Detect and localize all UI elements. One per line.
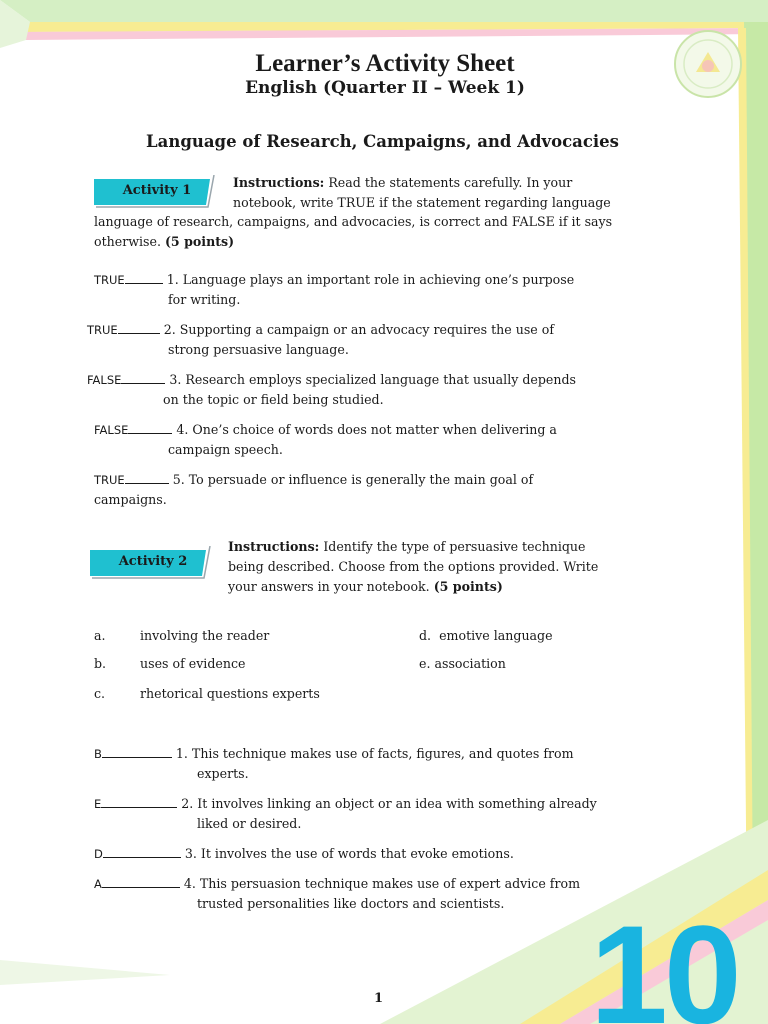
- activity-2-item-3: [94, 844, 514, 864]
- activity-2-instructions-line3: [228, 577, 503, 597]
- section-title: Language of Research, Campaigns, and Advocacies: [146, 132, 619, 151]
- answer-value: FALSE: [87, 373, 122, 387]
- page-title: Learner’s Activity Sheet: [255, 50, 515, 77]
- option-a: [94, 626, 106, 646]
- activity-2-item-4-cont: trusted personalities like doctors and scientists.: [197, 896, 505, 911]
- option-d: [419, 626, 553, 646]
- points-label: (5 points): [433, 579, 503, 594]
- answer-value: TRUE: [94, 473, 125, 487]
- answer-value: A: [94, 877, 102, 891]
- item-text: 3. Research employs specialized language that usually depends: [165, 372, 577, 387]
- instructions-label: Instructions:: [233, 175, 325, 190]
- activity-1-item-4: [94, 420, 557, 440]
- option-letter: e.: [419, 656, 431, 671]
- answer-value: D: [94, 847, 103, 861]
- answer-value: FALSE: [94, 423, 129, 437]
- option-b-text: uses of evidence: [140, 656, 246, 671]
- activity-2-item-1: [94, 744, 574, 764]
- activity-1-instructions-line3: language of research, campaigns, and advocacies, is correct and FALSE if it says: [94, 214, 613, 229]
- answer-value: TRUE: [94, 273, 125, 287]
- activity-1-item-2: [87, 320, 554, 340]
- option-text: emotive language: [439, 628, 553, 643]
- activity-1-label: Activity 1: [122, 182, 192, 198]
- instructions-text: your answers in your notebook.: [228, 579, 434, 594]
- activity-1-instructions: [233, 173, 572, 193]
- option-e: [419, 654, 506, 674]
- activity-1-item-1-cont: for writing.: [168, 292, 241, 307]
- option-letter: d.: [419, 628, 432, 643]
- option-c: c.: [94, 686, 106, 701]
- answer-value: E: [94, 797, 102, 811]
- item-text: 4. One’s choice of words does not matter when delivering a: [172, 422, 557, 437]
- activity-1-item-3-cont: on the topic or field being studied.: [163, 392, 384, 407]
- answer-value: TRUE: [87, 323, 118, 337]
- activity-2-tab: [90, 546, 216, 576]
- item-text: 4. This persuasion technique makes use of expert advice from: [179, 876, 581, 891]
- instructions-text: Identify the type of persuasive technique: [319, 539, 586, 554]
- activity-1-item-5-cont: campaigns.: [94, 492, 167, 507]
- activity-2-instructions-line2: being described. Choose from the options provided. Write: [228, 559, 599, 574]
- instructions-text: otherwise.: [94, 234, 165, 249]
- option-letter: a.: [94, 628, 106, 643]
- item-text: 1. This technique makes use of facts, figures, and quotes from: [171, 746, 574, 761]
- option-c-text: rhetorical questions experts: [140, 686, 320, 701]
- item-text: 5. To persuade or influence is generally the main goal of: [168, 472, 534, 487]
- activity-1-instructions-line2: notebook, write TRUE if the statement regarding language: [233, 195, 611, 210]
- activity-2-item-1-cont: experts.: [197, 766, 249, 781]
- activity-1-item-5: [94, 470, 533, 490]
- activity-1-instructions-line4: [94, 232, 234, 252]
- points-label: (5 points): [164, 234, 235, 249]
- option-b: b.: [94, 656, 107, 671]
- activity-1-item-3: [87, 370, 576, 390]
- item-text: 2. It involves linking an object or an idea with something already: [177, 796, 597, 811]
- grade-level-number: 10: [590, 896, 738, 1024]
- activity-2-item-4: [94, 874, 580, 894]
- activity-2-label: Activity 2: [118, 553, 188, 569]
- activity-1-tab: [94, 175, 220, 205]
- instructions-label: Instructions:: [228, 539, 320, 554]
- activity-1-item-1: [94, 270, 574, 290]
- page-number: 1: [374, 991, 384, 1006]
- item-text: 3. It involves the use of words that evoke emotions.: [180, 846, 514, 861]
- activity-2-instructions: [228, 537, 585, 557]
- option-text: association: [434, 656, 506, 671]
- activity-1-item-2-cont: strong persuasive language.: [168, 342, 349, 357]
- page-subtitle: English (Quarter II – Week 1): [245, 78, 525, 98]
- item-text: 1. Language plays an important role in achieving one’s purpose: [162, 272, 575, 287]
- activity-2-item-2-cont: liked or desired.: [197, 816, 302, 831]
- item-text: 2. Supporting a campaign or an advocacy requires the use of: [159, 322, 554, 337]
- activity-1-item-4-cont: campaign speech.: [168, 442, 283, 457]
- instructions-text: Read the statements carefully. In your: [324, 175, 573, 190]
- answer-value: B: [94, 747, 102, 761]
- option-a-text: involving the reader: [140, 628, 270, 643]
- activity-2-item-2: [94, 794, 597, 814]
